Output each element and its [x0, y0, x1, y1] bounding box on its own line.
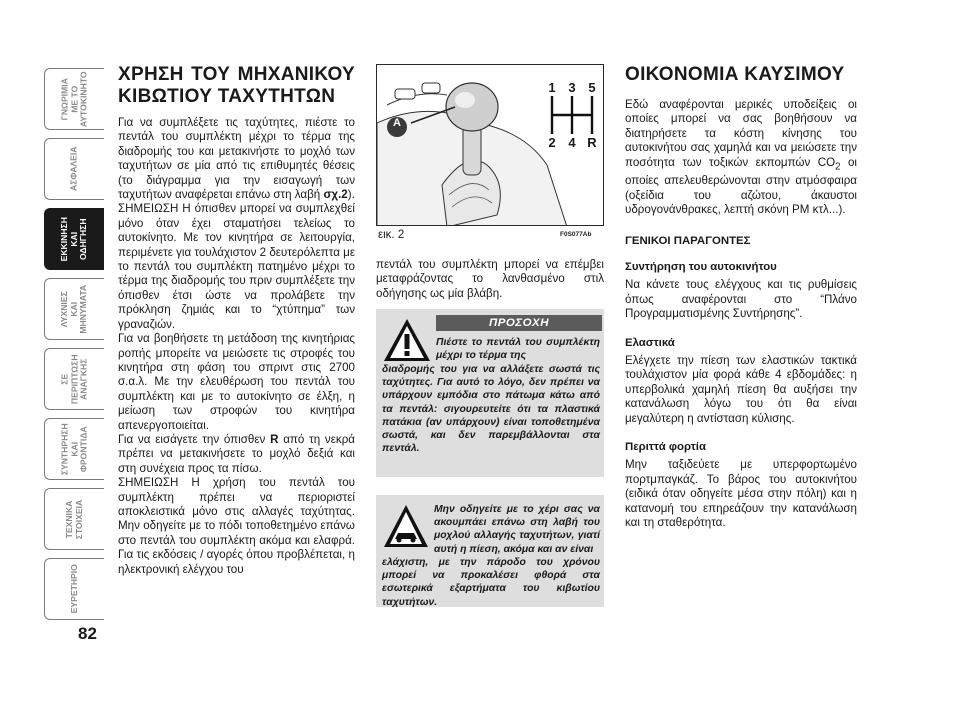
paragraph: Να κάνετε τους ελέγχους και τις ρυθμίσεις όπως αναφέρονται στο “Πλάνο Προγραμματισμένης Συντήρησης”. [625, 278, 857, 321]
gear-5: 5 [588, 80, 596, 95]
warning-box-clutch [376, 309, 604, 477]
warning-title: ΠΡΟΣΟΧΗ [436, 315, 602, 331]
paragraph-text: οι οποίες απελευθερώνονται στην ατμόσφαιρα (οξείδια του αζώτου, άκαυστοι υδρογονάνθρακες, λεπτή σκόνη PM κτλ...). [625, 155, 858, 217]
warning-intro: Μην οδηγείτε με το χέρι σας να ακουμπάει επάνω στη λαβή του μοχλού αλλαγής ταχυτήτων, γιατί αυτή η πίεση, ακόμα και αν είναι [434, 504, 600, 555]
paragraph-text: από τη νεκρά πρέπει να μετακινήσετε το μοχλό δεξιά και στη συνέχεια προς τα πίσω. [118, 432, 355, 475]
figure-code: F0S077Ab [560, 231, 592, 238]
tab-technical-data[interactable] [44, 488, 104, 550]
figure-caption: εικ. 2 [378, 229, 405, 241]
gear-4: 4 [568, 135, 576, 150]
column-gearbox-usage [118, 64, 355, 577]
column-continued [376, 258, 604, 301]
tab-getting-to-know[interactable] [44, 68, 104, 130]
paragraph-text: Για να συμπλέξετε τις ταχύτητες, πιέστε το πεντάλ του συμπλέκτη μέχρι το τέρμα της διαδρομής του και μετακινήστε το μοχλό των ταχυτήτων σε μία από τις επιθυμητές θέσεις (το διάγραμμα για την εισαγωγή των ταχυτήτων αναφέρεται επάνω στη λαβή [118, 116, 355, 202]
gear-2: 2 [548, 135, 556, 150]
gear-1: 1 [548, 80, 556, 95]
column-fuel-economy [625, 64, 857, 530]
section-title: ΧΡΗΣΗ ΤΟΥ ΜΗΧΑΝΙΚΟΥ ΚΙΒΩΤΙΟΥ ΤΑΧΥΤΗΤΩΝ [118, 64, 355, 107]
paragraph-text: Εδώ αναφέρονται μερικές υποδείξεις οι οποίες μπορεί να σας βοηθήσουν να διατηρήσετε τα κόστη κίνησης του αυτοκινήτου σας χαμηλά και να μειώσετε την ποσότητα των τοξικών εκπομπών CO [625, 98, 857, 169]
warning-intro: Πιέστε το πεντάλ του συμπλέκτη μέχρι το τέρμα της [436, 337, 600, 362]
tab-starting-driving[interactable] [44, 208, 104, 270]
paragraph [625, 98, 857, 218]
tab-label: ΤΕΧΝΙΚΑ ΣΤΟΙΧΕΙΑ [63, 499, 84, 539]
tab-label: ΓΝΩΡΙΜΙΑ ΜΕ ΤΟ ΑΥΤΟΚΙΝΗΤΟ [59, 71, 89, 127]
tab-safety[interactable] [44, 138, 104, 200]
heading-general: ΓΕΝΙΚΟΙ ΠΑΡΑΓΟΝΤΕΣ [625, 234, 751, 247]
tab-label: ΛΥΧΝΙΕΣ ΚΑΙ ΜΗΝΥΜΑΤΑ [59, 284, 89, 334]
warning-body: διαδρομής του για να αλλάξετε σωστά τις ταχύτητες. Για αυτό το λόγο, δεν πρέπει να υπάρχουν εμπόδια στο πάτωμα κάτω από τα πεντάλ: σιγουρευτείτε ότι τα πλαστικά πατάκια (αν υπάρχουν) είναι τοποθετημένα σωστά, και δεν παρεμβάλλονται στα πεντάλ. [382, 364, 600, 455]
car-gearbox-warning-icon [382, 503, 430, 551]
warning-triangle-icon [382, 317, 432, 363]
reverse-gear-letter: R [270, 432, 279, 446]
gear-reverse: R [587, 135, 597, 150]
paragraph: Μην ταξιδεύετε με υπερφορτωμένο πορτμπαγκάζ. Το βάρος του αυτοκινήτου (ειδικά όταν οδηγείτε μέσα στην πόλη) και η κατανομή του επηρεάζουν την κατανάλωση και τη σταθερότητα. [625, 458, 857, 530]
tab-warning-lights[interactable] [44, 278, 104, 340]
heading-load: Περιττά φορτία [625, 441, 706, 454]
tab-label: ΕΥΡΕΤΗΡΙΟ [68, 564, 79, 614]
paragraph: Ελέγχετε την πίεση των ελαστικών τακτικά τουλάχιστον μία φορά κάθε 4 εβδομάδες: η υπερβολικά χαμηλή πίεση θα αυξήσει την κατανάλωση λόγω του ότι θα είναι μεγαλύτερη η αντίσταση κύλισης. [625, 354, 857, 425]
paragraph [118, 116, 355, 202]
warning-box-gear-lever [376, 495, 604, 607]
heading-maintenance: Συντήρηση του αυτοκινήτου [625, 260, 777, 273]
label-a: A [393, 117, 401, 129]
gear-shift-pattern [544, 80, 602, 150]
figure-reference: σχ.2 [323, 188, 348, 202]
chapter-tabs [0, 0, 110, 709]
paragraph: Για να βοηθήσετε τη μετάδοση της κινητήριας ροπής μπορείτε να μειώσετε τις στροφές του κινητήρα στη φάση του σπριντ στις 2700 σ.α.λ. Με την ελευθέρωση του πεντάλ του συμπλέκτη και με το αυτοκίνητο σε έλξη, η μείωση των στροφών του κινητήρα απενεργοποιείται. [118, 332, 355, 432]
paragraph-text: Για να εισάγετε την όπισθεν [118, 432, 271, 446]
gear-3: 3 [568, 80, 576, 95]
tab-label: ΕΚΚΙΝΗΣΗ ΚΑΙ ΟΔΗΓΗΣΗ [59, 216, 89, 262]
subscript: 2 [835, 160, 841, 172]
paragraph-text: ). [347, 188, 355, 202]
paragraph: ΣΗΜΕΙΩΣΗ Η όπισθεν μπορεί να συμπλεχθεί μόνο όταν έχει σταματήσει τελείως το αυτοκίνητο. Με τον κινητήρα σε λειτουργία, περιμένετε για τουλάχιστον 2 δευτερόλεπτα με το πεντάλ του συμπλέκτη πατημένο μέχρι το τέρμα της διαδρομής του πριν συμπλέξετε την όπισθεν έτσι ώστε να προλάβετε την πρόκληση ζημιάς και το “χτύπημα” των γραναζιών. [118, 202, 355, 331]
paragraph [118, 433, 355, 476]
tab-label: ΣΕ ΠΕΡΙΠΤΩΣΗ ΑΝΑΓΚΗΣ [59, 354, 89, 404]
tab-label: ΣΥΝΤΗΡΗΣΗ ΚΑΙ ΦΡΟΝΤΙΔΑ [59, 423, 89, 475]
warning-body: ελάχιστη, με την πάροδο του χρόνου μπορεί να προκαλέσει φθορά στα εσωτερικά εξαρτήματα του κιβωτίου ταχυτήτων. [382, 557, 600, 608]
page-number: 82 [78, 624, 97, 643]
tab-emergency[interactable] [44, 348, 104, 410]
tab-label: ΑΣΦΑΛΕΙΑ [68, 146, 79, 192]
paragraph: ΣΗΜΕΙΩΣΗ Η χρήση του πεντάλ του συμπλέκτη πρέπει να περιοριστεί αποκλειστικά μόνο στις αλλαγές ταχύτητας. Μην οδηγείτε με το πόδι τοποθετημένο επάνω στο πεντάλ του συμπλέκτη ακόμα και ελαφρά. Για τις εκδόσεις / αγορές όπου προβλέπεται, η ηλεκτρονική ελέγχου του [118, 476, 355, 576]
heading-tyres: Ελαστικά [625, 336, 675, 349]
section-title: ΟΙΚΟΝΟΜΙΑ ΚΑΥΣΙΜΟΥ [625, 64, 845, 85]
tab-maintenance[interactable] [44, 418, 104, 480]
paragraph: πεντάλ του συμπλέκτη μπορεί να επέμβει μεταφράζοντας το λανθασμένο στιλ οδήγησης ως μία βλάβη. [376, 258, 604, 300]
tab-index[interactable] [44, 558, 104, 620]
